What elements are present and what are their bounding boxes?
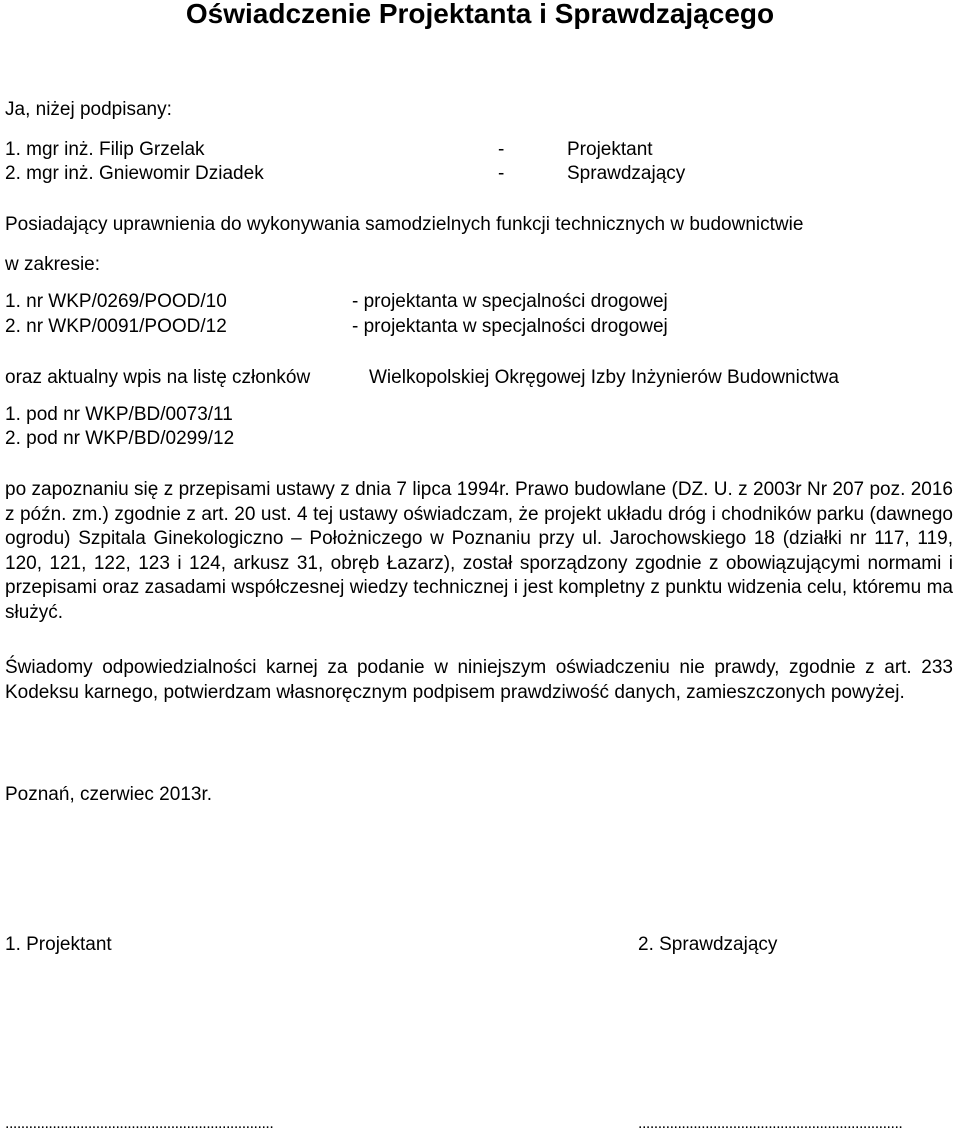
membership-1: 1. pod nr WKP/BD/0073/11	[5, 404, 233, 425]
permissions-intro-line1: Posiadający uprawnienia do wykonywania samodzielnych funkcji technicznych w budownictwie	[5, 214, 804, 235]
document-title: Oświadczenie Projektanta i Sprawdzającego	[185, 0, 775, 29]
permission-2-number: 2. nr WKP/0091/POOD/12	[5, 316, 227, 337]
signatory-2-name: 2. mgr inż. Gniewomir Dziadek	[5, 163, 264, 184]
membership-intro-b: Wielkopolskiej Okręgowej Izby Inżynierów Budownictwa	[369, 367, 839, 388]
signature-line-designer: ....................................................................	[5, 1115, 274, 1132]
permission-1-scope: - projektanta w specjalności drogowej	[352, 291, 668, 312]
signatory-1-name: 1. mgr inż. Filip Grzelak	[5, 139, 205, 160]
permission-2-scope: - projektanta w specjalności drogowej	[352, 316, 668, 337]
signatory-2-dash: -	[498, 163, 505, 184]
place-date: Poznań, czerwiec 2013r.	[5, 784, 213, 805]
signature-label-checker: 2. Sprawdzający	[638, 934, 778, 955]
membership-2: 2. pod nr WKP/BD/0299/12	[5, 428, 235, 449]
declaration-paragraph: po zapoznaniu się z przepisami ustawy z dnia 7 lipca 1994r. Prawo budowlane (DZ. U. z 2003r Nr 207 poz. 2016 z późn. zm.) zgodnie z art. 20 ust. 4 tej ustawy oświadczam, że projekt układu dróg i chodników parku (dawnego ogrodu) Szpitala Ginekologiczno – Położniczego w Poznaniu przy ul. Jarochowskiego 18 (działki nr 117, 119, 120, 121, 122, 123 i 124, arkusz 31, obręb Łazarz), został sporządzony zgodnie z obowiązującymi normami i przepisami oraz zasadami współczesnej wiedzy technicznej i jest kompletny z punktu widzenia celu, któremu ma służyć.	[5, 479, 953, 623]
signatory-2-role: Sprawdzający	[567, 163, 686, 184]
permission-1-number: 1. nr WKP/0269/POOD/10	[5, 291, 227, 312]
liability-paragraph: Świadomy odpowiedzialności karnej za podanie w niniejszym oświadczeniu nie prawdy, zgodnie z art. 233 Kodeksu karnego, potwierdzam własnoręcznym podpisem prawdziwość danych, zamieszczonych powyżej.	[5, 657, 953, 703]
signatory-1-role: Projektant	[567, 139, 653, 160]
signature-line-checker: ...................................................................	[638, 1115, 903, 1132]
signature-label-designer: 1. Projektant	[5, 934, 112, 955]
intro-text: Ja, niżej podpisany:	[5, 99, 172, 120]
membership-intro-a: oraz aktualny wpis na listę członków	[5, 367, 311, 388]
permissions-intro-line2: w zakresie:	[5, 254, 101, 275]
signatory-1-dash: -	[498, 139, 505, 160]
